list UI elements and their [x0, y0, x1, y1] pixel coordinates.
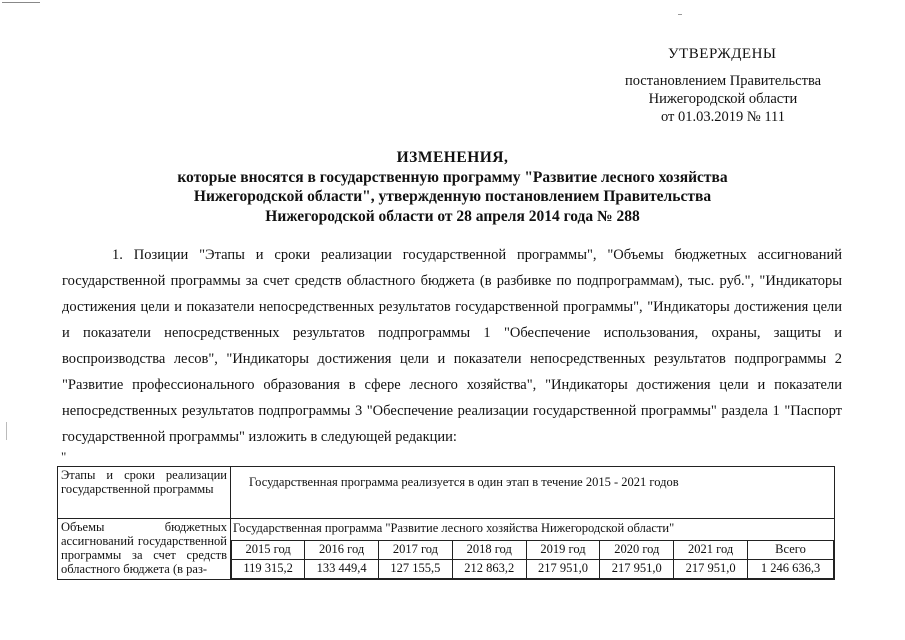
program-name: Государственная программа "Развитие лесного хозяйства Нижегородской области": [233, 521, 675, 535]
year-header: 2020 год: [600, 541, 674, 560]
budget-by-year-table: [231, 540, 834, 579]
document-title: [0, 148, 905, 226]
year-value: 127 155,5: [379, 560, 453, 579]
table-row-stages: [58, 467, 835, 519]
year-header: 2015 год: [232, 541, 305, 560]
decree-line: постановлением Правительства: [624, 73, 822, 89]
title-line: Нижегородской области", утвержденную постановлением Правительства: [193, 188, 712, 205]
year-value: 217 951,0: [600, 560, 674, 579]
year-header: 2018 год: [452, 541, 526, 560]
scan-artifact-tick: [678, 14, 682, 15]
total-value: 1 246 636,3: [748, 560, 834, 579]
year-value: 119 315,2: [232, 560, 305, 579]
year-value: 217 951,0: [526, 560, 600, 579]
title-line: которые вносятся в государственную программу "Развитие лесного хозяйства: [177, 168, 728, 186]
year-header: 2019 год: [526, 541, 600, 560]
year-value: 217 951,0: [674, 560, 748, 579]
year-value: 133 449,4: [305, 560, 379, 579]
table-row-budget: [58, 519, 835, 580]
year-values-row: [232, 560, 834, 579]
year-header-row: [232, 541, 834, 560]
opening-quote: ": [61, 449, 67, 464]
passport-table: [57, 466, 835, 580]
year-header: 2016 год: [305, 541, 379, 560]
title-heading: ИЗМЕНЕНИЯ,: [396, 149, 509, 166]
budget-cell: [231, 519, 835, 580]
year-header: 2017 год: [379, 541, 453, 560]
scan-artifact-dash: [2, 2, 40, 3]
approved-label: УТВЕРЖДЕНЫ: [668, 46, 777, 62]
decree-reference: [600, 72, 846, 126]
row-value-stages: Государственная программа реализуется в один этап в течение 2015 - 2021 годов: [231, 467, 835, 519]
year-header: 2021 год: [674, 541, 748, 560]
paragraph-text: 1. Позиции "Этапы и сроки реализации государственной программы", "Объемы бюджетных ассигнований государственной программы за счет средств областного бюджета (в разбивке по подпрограммам), тыс. руб.", "Индикаторы достижения цели и показатели непосредственных результатов государственной программы", "Индикаторы достижения цели и показатели непосредственных результатов подпрограммы 1 "Обеспечение использования, охраны, защиты и воспроизводства лесов", "Индикаторы достижения цели и показатели непосредственных результатов подпрограммы 2 "Развитие профессионального образования в сфере лесного хозяйства", "Индикаторы достижения цели и показатели непосредственных результатов подпрограммы 3 "Обеспечение реализации государственной программы" раздела 1 "Паспорт государственной программы" изложить в следующей редакции:: [62, 247, 842, 445]
decree-line: от 01.03.2019 № 111: [660, 109, 786, 125]
year-value: 212 863,2: [452, 560, 526, 579]
total-header: Всего: [748, 541, 834, 560]
body-paragraph: [62, 242, 842, 450]
decree-line: Нижегородской области: [648, 91, 798, 107]
scan-artifact-margin: [6, 422, 7, 440]
row-label-stages: Этапы и сроки реализации государственной программы: [58, 467, 231, 519]
row-label-budget: Объемы бюджетных ассигнований государственной программы за счет средств областного бюджета (в раз-: [58, 519, 231, 580]
title-line: Нижегородской области от 28 апреля 2014 года № 288: [265, 207, 640, 225]
